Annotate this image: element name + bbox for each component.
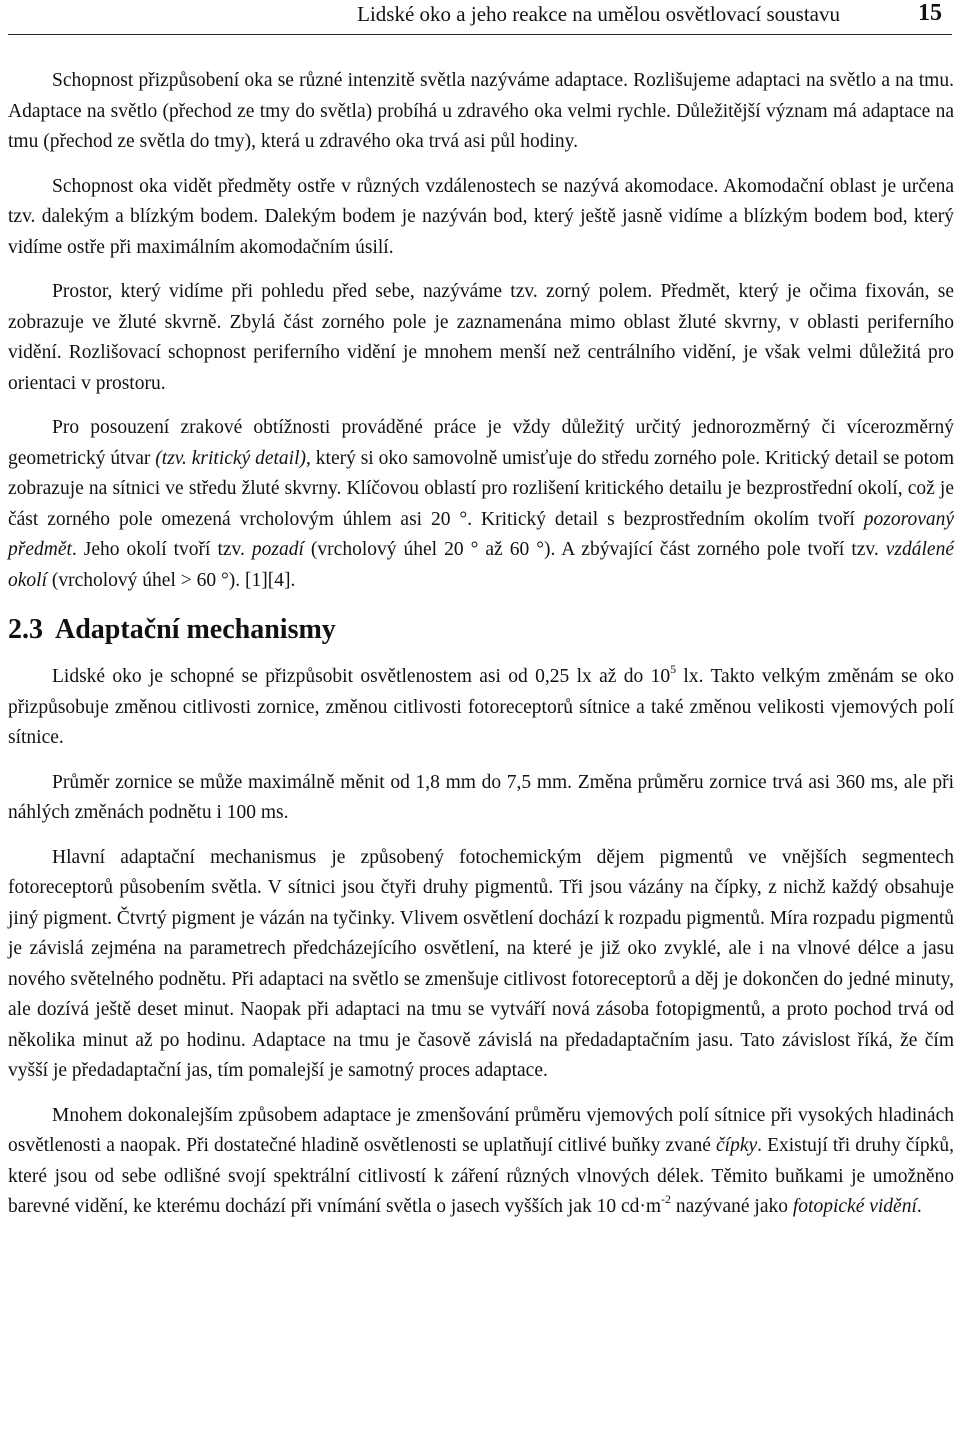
paragraph-pupil: Průměr zornice se může maximálně měnit od 1,8 mm do 7,5 mm. Změna průměru zornice trvá asi 360 ms, ale při náhlých změnách podnětu i 100 ms. bbox=[8, 771, 954, 823]
paragraph-adaptation-range bbox=[8, 662, 954, 754]
term-adaptace: adaptace bbox=[554, 70, 624, 91]
page-body bbox=[8, 66, 954, 1237]
paragraph-accommodation bbox=[8, 172, 954, 264]
term-vzdalene-okoli: vzdálené okolí bbox=[8, 539, 954, 591]
text-run: Schopnost přizpůsobení oka se různé intenzitě světla nazýváme bbox=[52, 70, 555, 91]
term-akomodace: akomodace bbox=[624, 175, 714, 197]
paragraph-pigments: Hlavní adaptační mechanismus je způsobený fotochemickým dějem pigmentů ve vnějších segmentech fotoreceptorů působením světla. V sítnici jsou čtyři druhy pigmentů. Tři jsou vázány na čípky, z nichž každý obsahuje jiný pigment. Čtvrtý pigment je vázán na tyčinky. Vlivem osvětlení dochází k rozpadu pigmentů. Míra rozpadu pigmentů je závislá zejména na parametrech předcházejícího osvětlení, na které je již oko zvyklé, ale i na vlnové délce a jasu nového světelného podnětu. Při adaptaci na světlo se zmenšuje citlivost fotoreceptorů a děj je dokončen do jedné minuty, ale dozívá ještě deset minut. Naopak při adaptaci na tmu se vytváří nová zásoba fotopigmentů, a proto pochod trvá od několika minut až po hodinu. Adaptace na tmu je časově závislá na předadaptačním jasu. Tato závislost říká, že čím vyšší je předadaptační jas, tím pomalejší je samotný proces adaptace. bbox=[8, 846, 954, 1081]
paragraph-visual-field: Prostor, který vidíme při pohledu před sebe, nazýváme tzv. zorný polem. Předmět, který je očima fixován, se zobrazuje ve žluté skvrně. Zbylá část zorného pole je zaznamenána mimo oblast žluté skvrny, v oblasti periferního vidění. Rozlišovací schopnost periferního vidění je mnohem menší než centrálního vidění, je však velmi důležitá pro orientaci v prostoru. bbox=[8, 281, 954, 394]
text-run: Lidské oko je schopné se přizpůsobit osvětlenostem asi od 0,25 lx až do 10 bbox=[52, 666, 671, 687]
term-pozadi: pozadí bbox=[251, 539, 304, 560]
term-cipky: čípky bbox=[716, 1135, 758, 1156]
text-run: (vrcholový úhel 20 ° až 60 °). A zbývající část zorného pole tvoří tzv. bbox=[303, 539, 886, 560]
section-heading bbox=[8, 614, 954, 646]
superscript: 5 bbox=[670, 662, 677, 676]
superscript: -2 bbox=[661, 1192, 672, 1206]
text-run: . Rozlišujeme adaptaci na světlo a na tmu. Adaptace na světlo (přechod ze tmy do světla) probíhá u zdravého oka velmi rychle. Důležitější význam má adaptace na tmu (přechod ze světla do tmy), která u zdravého oka trvá asi půl hodiny. bbox=[8, 70, 954, 152]
section-number: 2.3 bbox=[8, 614, 43, 645]
page-number: 15 bbox=[918, 0, 942, 26]
term-pozorovany-predmet: pozorovaný předmět bbox=[8, 508, 954, 560]
text-run: Schopnost oka vidět předměty ostře v různých vzdálenostech se nazývá bbox=[52, 175, 625, 197]
text-run: . Existují tři druhy čípků, které jsou od sebe odlišné svojí spektrální citlivostí k záření různých vlnových délek. Těmito buňkami je umožněno barevné vidění, ke kterému dochází při vnímání světla o jasech vyšších jak 10 cd·m bbox=[8, 1135, 954, 1217]
paragraph-critical-detail bbox=[8, 413, 954, 596]
text-run: . Jeho okolí tvoří tzv. bbox=[71, 539, 252, 560]
term-fotopicke-videni: fotopické vidění bbox=[792, 1196, 917, 1217]
paragraph-receptive-fields bbox=[8, 1101, 954, 1223]
text-run: . bbox=[916, 1196, 922, 1217]
page-header bbox=[8, 0, 952, 35]
text-run: , který si oko samovolně umisťuje do středu zorného pole. Kritický detail se potom zobrazuje na sítnici ve středu žluté skvrny. Klíčovou oblastí pro rozlišení kritického detailu je bezprostřední okolí, což je část zorného pole omezená vrcholovým úhlem asi 20 °. Kritický detail s bezprostředním okolím tvoří bbox=[8, 447, 955, 530]
paragraph-adaptation bbox=[8, 66, 954, 158]
text-run: Pro posouzení zrakové obtížnosti prováděné práce je vždy důležitý určitý jednorozměrný či vícerozměrný geometrický útvar bbox=[8, 417, 954, 469]
text-run: . Akomodační oblast je určena tzv. dalekým a blízkým bodem. Dalekým bodem je nazýván bod, který ještě jasně vidíme a blízkým bodem bod, který vidíme ostře při maximálním akomodačním úsilí. bbox=[8, 175, 954, 258]
text-run: (vrcholový úhel > 60 °). [1][4]. bbox=[47, 569, 296, 591]
running-title: Lidské oko a jeho reakce na umělou osvětlovací soustavu bbox=[357, 2, 840, 26]
text-run: Mnohem dokonalejším způsobem adaptace je zmenšování průměru vjemových polí sítnice při vysokých hladinách osvětlenosti a naopak. Při dostatečné hladině osvětlenosti se uplatňují citlivé buňky zvané bbox=[8, 1104, 954, 1156]
section-title: Adaptační mechanismy bbox=[55, 614, 336, 645]
text-run: nazývané jako bbox=[671, 1196, 793, 1217]
text-run: lx. Takto velkým změnám se oko přizpůsobuje změnou citlivosti zornice, změnou citlivosti fotoreceptorů sítnice a také změnou velikosti vjemových polí sítnice. bbox=[8, 666, 954, 748]
term-kriticky-detail: (tzv. kritický detail) bbox=[155, 447, 307, 469]
